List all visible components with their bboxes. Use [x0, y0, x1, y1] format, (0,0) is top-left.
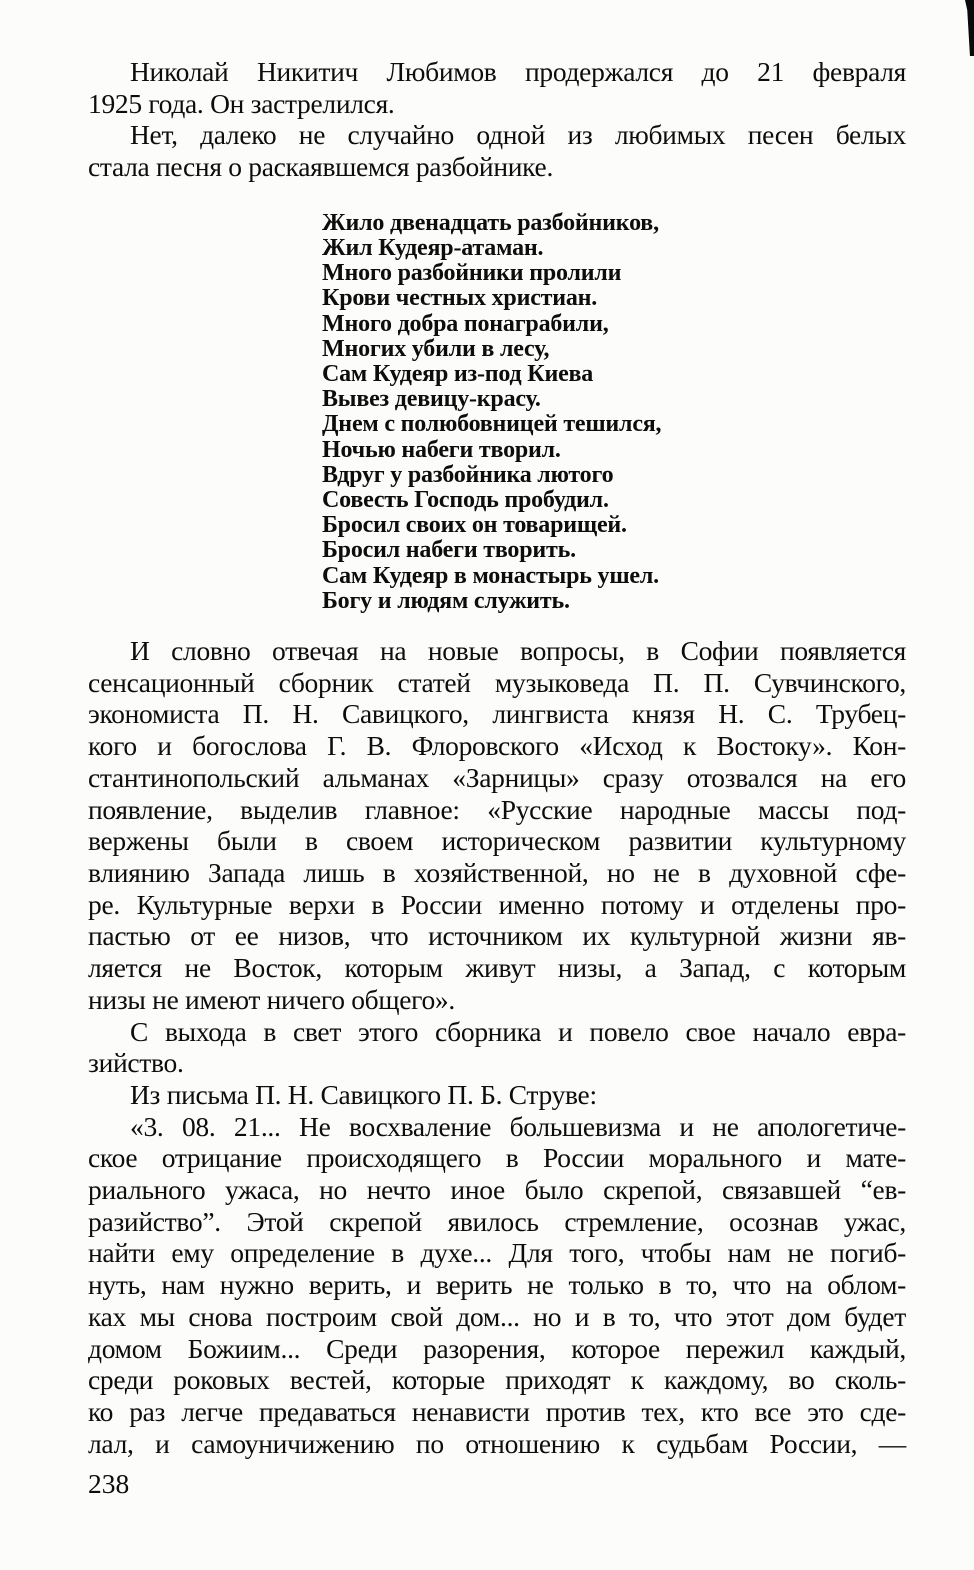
body-text-line: Нет, далеко не случайно одной из любимых песен белых	[130, 119, 906, 151]
verse-line: Бросил набеги творить.	[322, 537, 576, 564]
body-text-line: вержены были в своем историческом развитии культурному	[88, 825, 906, 857]
body-text-line: найти ему определение в духе... Для того, чтобы нам не погиб-	[88, 1237, 906, 1269]
verse-line: Бросил своих он товарищей.	[322, 512, 627, 539]
body-text-line: ре. Культурные верхи в России именно потому и отделены про-	[88, 888, 906, 920]
verse-line: Вдруг у разбойника лютого	[322, 461, 614, 488]
body-text-line: лал, и самоуничижению по отношению к судьбам России, —	[88, 1427, 906, 1459]
paragraph	[88, 1079, 906, 1111]
body-text-line: среди роковых вестей, которые приходят к каждому, во сколь-	[88, 1364, 906, 1396]
body-text-line: сенсационный сборник статей музыковеда П. П. Сувчинского,	[88, 666, 906, 698]
verse-line: Вывез девицу-красу.	[322, 386, 541, 413]
scan-artifact-mark	[965, 0, 974, 56]
verse-line: Жил Кудеяр-атаман.	[322, 235, 544, 262]
body-text-line: стантинопольский альманах «Зарницы» сразу отозвался на его	[88, 761, 906, 793]
body-text-line: ское отрицание происходящего в России морального и мате-	[88, 1142, 906, 1174]
paragraph	[88, 1016, 906, 1079]
body-text-line: ках мы снова построим свой дом... но и в то, что этот дом будет	[88, 1300, 906, 1332]
body-text-line: появление, выделив главное: «Русские народные массы под-	[88, 793, 906, 825]
paragraph	[88, 119, 906, 182]
verse-line: Ночью набеги творил.	[322, 436, 561, 463]
verse-line: Сам Кудеяр в монастырь ушел.	[322, 562, 659, 589]
body-text-line: Николай Никитич Любимов продержался до 21 февраля	[130, 56, 906, 87]
verse-line: Много добра понаграбили,	[322, 310, 609, 337]
body-text-line: стала песня о раскаявшемся разбойнике.	[88, 151, 554, 183]
body-text-line: 1925 года. Он застрелился.	[88, 87, 395, 119]
body-text-line: Из письма П. Н. Савицкого П. Б. Струве:	[130, 1078, 597, 1110]
body-text-line: риального ужаса, но нечто иное было скрепой, связавшей “ев-	[88, 1174, 906, 1206]
body-text-line: влиянию Запада лишь в хозяйственной, но не в духовной сфе-	[88, 856, 906, 888]
body-text-line: домом Божиим... Среди разорения, которое пережил каждый,	[88, 1332, 906, 1364]
verse-line: Крови честных христиан.	[322, 285, 598, 312]
verse-line: Жило двенадцать разбойников,	[322, 209, 659, 236]
body-text-line: кого и богослова Г. В. Флоровского «Исход к Востоку». Кон-	[88, 730, 906, 762]
paragraph	[88, 635, 906, 1015]
body-text-line: разийство”. Этой скрепой явилось стремление, осознав ужас,	[88, 1205, 906, 1237]
paragraph	[88, 1111, 906, 1460]
body-text-line: низы не имеют ничего общего».	[88, 983, 455, 1015]
body-text-line: нуть, нам нужно верить, и верить не только в то, что на облом-	[88, 1269, 906, 1301]
verse-line: Много разбойники пролили	[322, 260, 622, 287]
text-block	[88, 56, 906, 1500]
paragraph	[88, 56, 906, 119]
body-text-line: ко раз легче предаваться ненависти против тех, кто все это сде-	[88, 1395, 906, 1427]
body-text-line: ляется не Восток, которым живут низы, а Запад, с которым	[88, 952, 906, 984]
body-text-line: экономиста П. Н. Савицкого, лингвиста князя Н. С. Трубец-	[88, 698, 906, 730]
verse-line: Богу и людям служить.	[322, 587, 570, 614]
page-number: 238	[88, 1468, 130, 1500]
verse-line: Сам Кудеяр из-под Киева	[322, 361, 594, 388]
body-text-line: С выхода в свет этого сборника и повело свое начало евра-	[130, 1015, 906, 1047]
body-text-line: «3. 08. 21... Не восхваление большевизма и не апологетиче-	[130, 1110, 906, 1142]
body-text-line: пастью от ее низов, что источником их культурной жизни яв-	[88, 920, 906, 952]
verse-line: Совесть Господь пробудил.	[322, 487, 609, 514]
body-text-line: И словно отвечая на новые вопросы, в Софии появляется	[130, 635, 906, 667]
verse-line: Многих убили в лесу,	[322, 335, 550, 362]
body-text-line: зийство.	[88, 1047, 184, 1079]
verse-block	[322, 211, 906, 614]
verse-line: Днем с полюбовницей тешился,	[322, 411, 662, 438]
